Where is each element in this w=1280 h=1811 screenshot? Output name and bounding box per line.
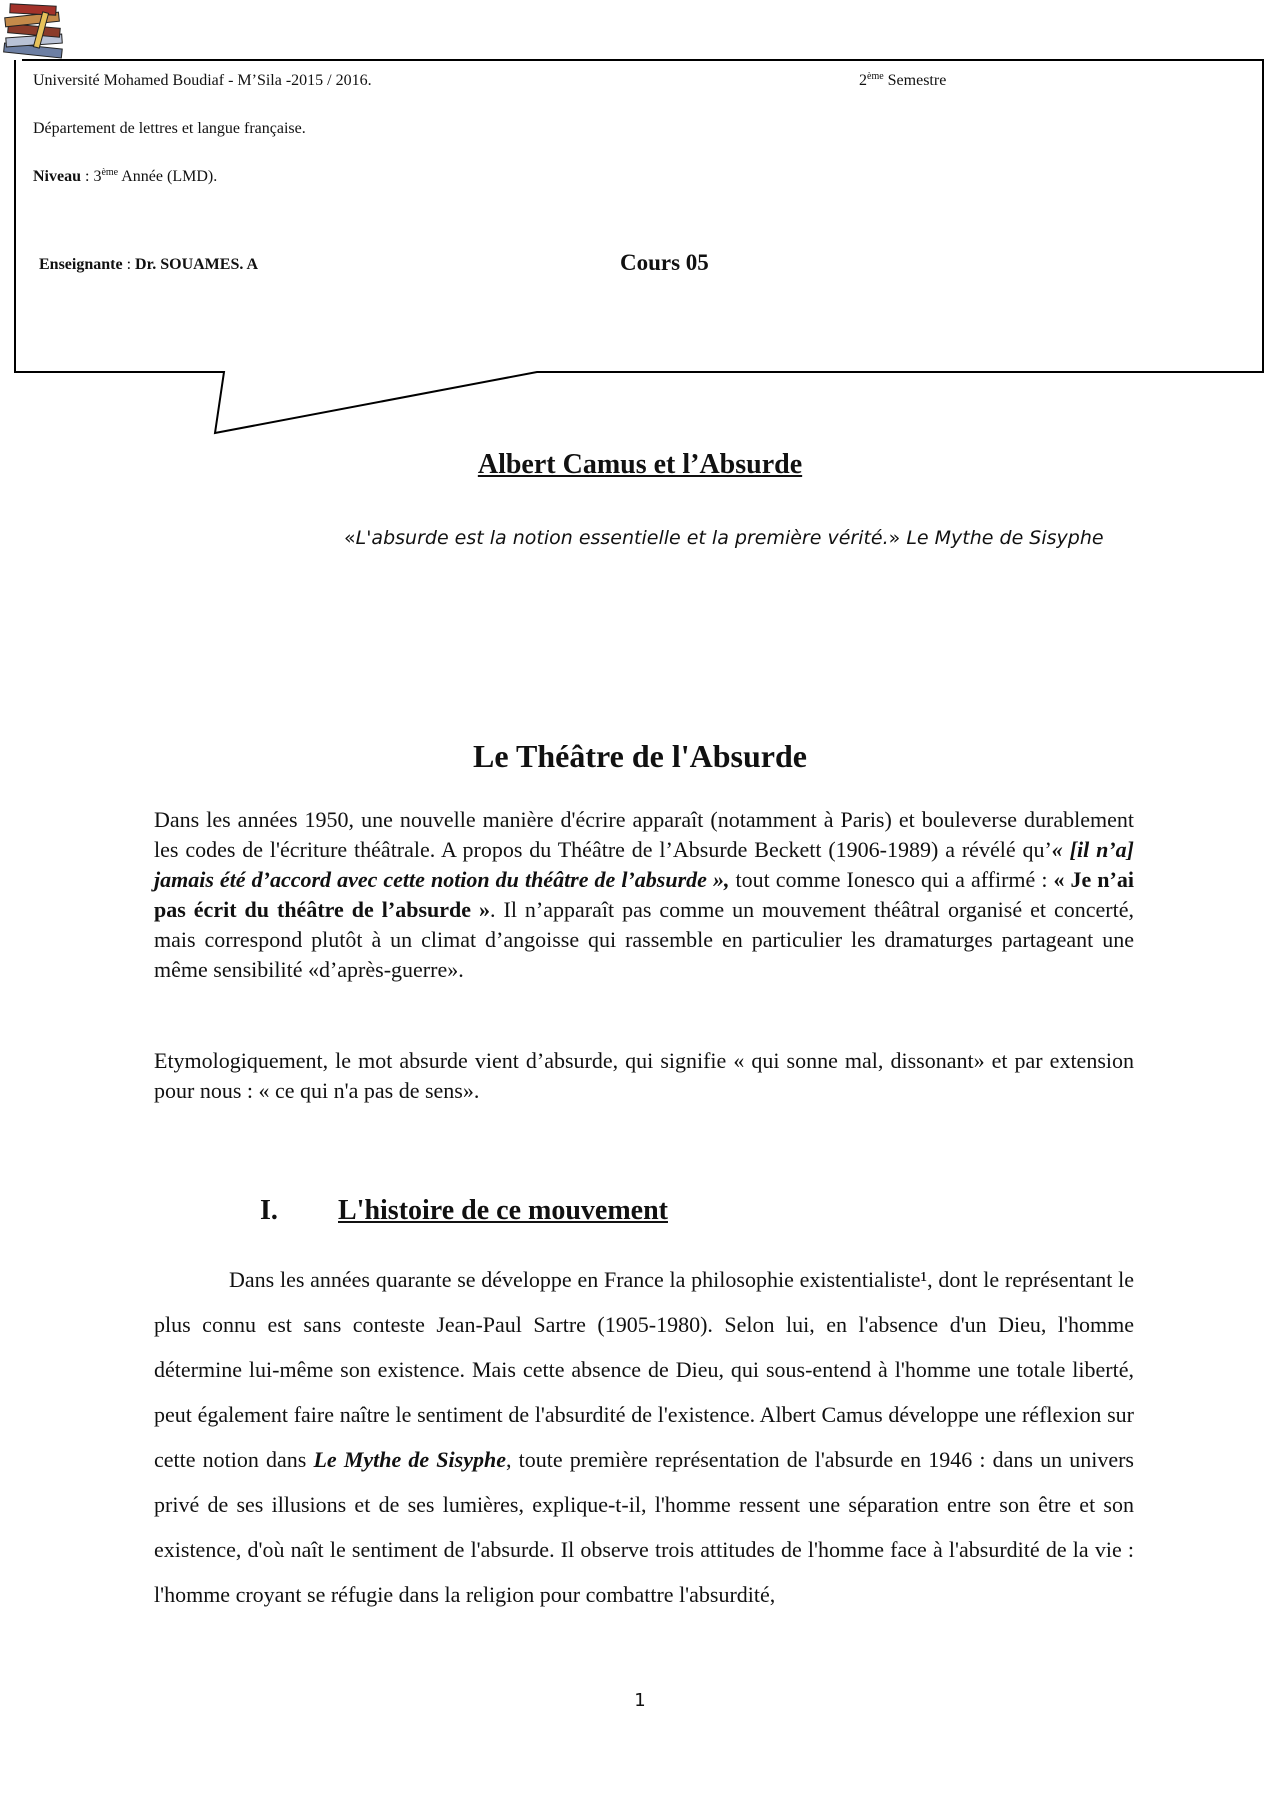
header-callout-box — [0, 0, 1280, 460]
teacher-line: Enseignante : Dr. SOUAMES. A — [39, 256, 259, 273]
history-paragraph: Dans les années quarante se développe en France la philosophie existentialiste¹, dont le représentant le plus connu est sans conteste Jean-Paul Sartre (1905-1980). Selon lui, en l'absence d'un Dieu, l'homme détermine lui-même son existence. Mais cette absence de Dieu, qui sous-entend à l'homme une totale liberté, peut également faire naître le sentiment de l'absurdité de l'existence. Albert Camus développe une réflexion sur cette notion dans Le Mythe de Sisyphe, toute première représentation de l'absurde en 1946 : dans un univers privé de ses illusions et de ses lumières, explique-t-il, l'homme ressent une séparation entre son être et son existence, d'où naît le sentiment de l'absurde. Il observe trois attitudes de l'homme face à l'absurdité de la vie : l'homme croyant se réfugie dans la religion pour combattre l'absurdité, — [154, 1267, 1134, 1607]
section-heading: Le Théâtre de l'Absurde — [473, 738, 807, 774]
intro-paragraph: Dans les années 1950, une nouvelle manière d'écrire apparaît (notamment à Paris) et bouleverse durablement les codes de l'écriture théâtrale. A propos du Théâtre de l’Absurde Beckett (1906-1989) a révélé qu’« [il n’a] jamais été d’accord avec cette notion du théâtre de l’absurde », tout comme Ionesco qui a affirmé : « Je n’ai pas écrit du théâtre de l’absurde ». Il n’apparaît pas comme un mouvement théâtral organisé et concerté, mais correspond plutôt à un climat d’angoisse qui rassemble en particulier les dramaturges partageant une même sensibilité «d’après-guerre». — [154, 807, 1134, 982]
course-number: Cours 05 — [620, 250, 709, 275]
callout-border — [0, 0, 1280, 460]
department-line: Département de lettres et langue française. — [33, 120, 306, 137]
etymology-paragraph: Etymologiquement, le mot absurde vient d’absurde, qui signifie « qui sonne mal, dissonant» et par extension pour nous : « ce qui n'a pas de sens». — [154, 1048, 1134, 1103]
section-title: L'histoire de ce mouvement — [338, 1195, 668, 1226]
semester-line: 2ème Semestre — [859, 71, 947, 89]
page-number: 1 — [634, 1690, 646, 1711]
section-number: I. — [260, 1195, 278, 1226]
document-title: Albert Camus et l’Absurde — [477, 449, 803, 480]
niveau-line: Niveau : 3ème Année (LMD). — [33, 167, 218, 185]
epigraph: «L'absurde est la notion essentielle et la première vérité.» Le Mythe de Sisyphe — [344, 527, 1104, 549]
books-icon — [0, 0, 72, 64]
university-line: Université Mohamed Boudiaf - M’Sila -2015 / 2016. — [33, 72, 372, 89]
